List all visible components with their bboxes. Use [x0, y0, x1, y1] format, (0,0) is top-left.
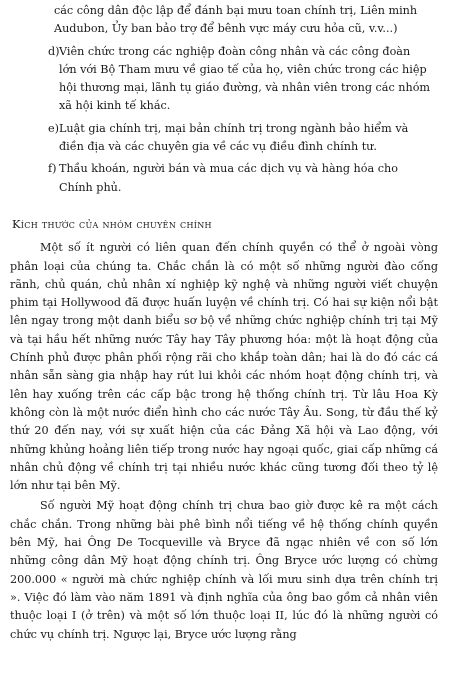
- list-label: e): [48, 121, 59, 135]
- text-line: Viên chức trong các nghiệp đoàn công nhân và các công đoàn: [59, 44, 411, 58]
- list-item-f: [10, 160, 438, 197]
- text-line: Luật gia chính trị, mại bản chính trị trong ngành bảo hiểm và: [59, 121, 409, 135]
- text-line: Thầu khoán, người bán và mua các dịch vụ và hàng hóa cho: [59, 162, 398, 176]
- text-line: Chính phủ.: [59, 180, 122, 194]
- list-item-e: [10, 120, 438, 157]
- text-line: hội thương mại, lãnh tụ giáo đường, và nhân viên trong các nhóm: [59, 81, 431, 95]
- text-line: Audubon, Ủy ban bảo trợ để bênh vực máy cưu hỏa cũ, v.v...): [54, 22, 398, 36]
- text-line: lớn với Bộ Tham mưu về giao tế của họ, viên chức trong các hiệp: [59, 62, 427, 76]
- body-paragraph: Một số ít người có liên quan đến chính quyền có thể ở ngoài vòng phân loại của chúng ta. Chắc chắn là có một số những người đào cống rãnh, chủ quán, chủ nhân xí nghiệp kỹ nghệ và những người viết chuyện phim tại Hollywood đã được huấn luyện về chính trị. Có hai sự kiện nổi bật lên ngay trong một danh biểu sơ bộ về những chức nghiệp chính trị tại Mỹ và tại hầu hết những nước Tây hay Tây phương hóa: một là hoạt động của Chính phủ được phân phối rộng rãi cho khắp toàn dân; hai là do đó các cá nhân sẵn sàng gia nhập hay rút lui khỏi các nhóm hoạt động chính trị, và lên hay xuống trên các cấp bậc trong hệ thống chính trị. Từ lâu Hoa Kỳ không còn là một nước điển hình cho các nước Tây Âu. Song, từ đầu thế kỷ thứ 20 đến nay, với sự xuất hiện của các Đảng Xã hội và Lao động, với những khủng hoảng liên tiếp trong nước hay ngoại quốc, giai cấp những cá nhân chủ động về chính trị tại nhiều nước khác cũng tương đối theo tỷ lệ lớn như tại bên Mỹ.: [10, 241, 438, 493]
- list-fragment-top: [10, 2, 438, 39]
- body-paragraph: Số người Mỹ hoạt động chính trị chưa bao giờ được kê ra một cách chắc chắn. Trong những bài phê bình nổi tiếng về hệ thống chính quyền bên Mỹ, hai Ông De Tocqueville và Bryce đã ngạc nhiên về con số lớn những công dân Mỹ hoạt động chính trị. Ông Bryce ước lượng có chừng 200.000 « người mà chức nghiệp chính và lối mưu sinh dựa trên chính trị ». Việc đó làm vào năm 1891 và định nghĩa của ông bao gồm cả nhân viên thuộc loại I (ở trên) và một số lớn thuộc loại II, lúc đó là những người có chức vụ chính trị. Ngược lại, Bryce ước lượng rằng: [10, 499, 438, 641]
- list-label: f): [48, 162, 57, 176]
- list-item-d: [10, 43, 438, 116]
- text-line: các công dân độc lập để đánh bại mưu toan chính trị, Liên minh: [54, 4, 418, 17]
- list-label: d): [48, 44, 60, 58]
- text-line: xã hội kinh tế khác.: [59, 99, 171, 113]
- section-heading: Kích thước của nhóm chuyên chính: [12, 216, 212, 231]
- text-line: điền địa và các chuyên gia về các vụ điều đình chính tư.: [59, 140, 377, 154]
